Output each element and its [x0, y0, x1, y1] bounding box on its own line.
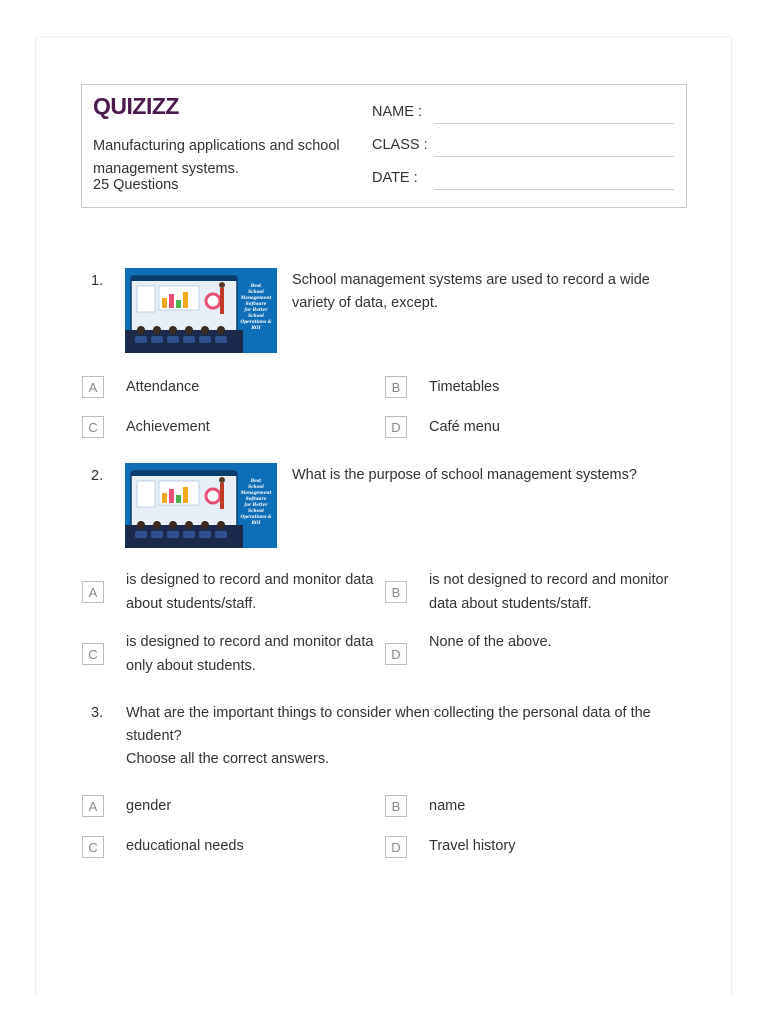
question-number: 3.: [91, 705, 104, 721]
option-letter-box[interactable]: B: [385, 581, 407, 603]
image-text: Management: [240, 490, 272, 495]
image-text: ROI: [251, 325, 261, 330]
option-letter-box[interactable]: C: [82, 416, 104, 438]
option-text: Café menu: [429, 419, 500, 435]
option-letter-box[interactable]: A: [82, 795, 104, 817]
option-text: educational needs: [126, 838, 244, 854]
image-text: Best: [250, 478, 262, 483]
option-letter-box[interactable]: B: [385, 795, 407, 817]
question-text: What is the purpose of school management systems?: [292, 467, 637, 483]
question-number: 2.: [91, 468, 104, 484]
image-text: for Better: [244, 307, 268, 312]
image-text: for Better: [244, 502, 268, 507]
quizizz-logo: QUIZIZZ: [93, 93, 179, 119]
name-label: NAME :: [372, 104, 422, 120]
image-text: Software: [245, 496, 267, 501]
school-management-software-image: [125, 463, 277, 548]
option-letter-box[interactable]: C: [82, 836, 104, 858]
option-text: Travel history: [429, 838, 516, 854]
worksheet-header: [81, 84, 687, 208]
date-label: DATE :: [372, 170, 418, 186]
option-text: is designed to record and monitor data about students/staff.: [126, 572, 374, 612]
option-letter-box[interactable]: B: [385, 376, 407, 398]
question-text: What are the important things to consider when collecting the personal data of the student?: [126, 705, 651, 744]
question-number: 1.: [91, 273, 104, 289]
image-text: School: [248, 289, 264, 294]
school-management-software-image: [125, 268, 277, 353]
option-text: name: [429, 798, 466, 814]
option-letter-box[interactable]: C: [82, 643, 104, 665]
date-line: [434, 189, 674, 190]
option-text: is designed to record and monitor data only about students.: [126, 634, 374, 674]
image-text: Management: [240, 295, 272, 300]
image-text: Operations &: [240, 514, 272, 519]
class-label: CLASS :: [372, 137, 428, 153]
image-text: Software: [245, 301, 267, 306]
option-text: Timetables: [429, 379, 500, 395]
image-text: School: [248, 508, 264, 513]
option-letter-box[interactable]: D: [385, 836, 407, 858]
option-letter-box[interactable]: A: [82, 581, 104, 603]
option-letter-box[interactable]: A: [82, 376, 104, 398]
image-text: School: [248, 313, 264, 318]
option-text: Attendance: [126, 379, 200, 395]
question-instruction: Choose all the correct answers.: [126, 751, 330, 767]
image-text: School: [248, 484, 264, 489]
option-letter-box[interactable]: D: [385, 416, 407, 438]
name-line: [434, 123, 674, 124]
question-text: School management systems are used to record a wide variety of data, except.: [292, 272, 650, 311]
option-letter-box[interactable]: D: [385, 643, 407, 665]
quiz-title: Manufacturing applications and school management systems.: [93, 138, 340, 177]
image-text: Operations &: [240, 319, 272, 324]
option-text: Achievement: [126, 419, 210, 435]
question-count: 25 Questions: [93, 177, 179, 193]
image-text: ROI: [251, 520, 261, 525]
class-line: [434, 156, 674, 157]
option-text: gender: [126, 798, 172, 814]
option-text: is not designed to record and monitor data about students/staff.: [429, 572, 669, 612]
option-text: None of the above.: [429, 634, 552, 650]
image-text: Best: [250, 283, 262, 288]
